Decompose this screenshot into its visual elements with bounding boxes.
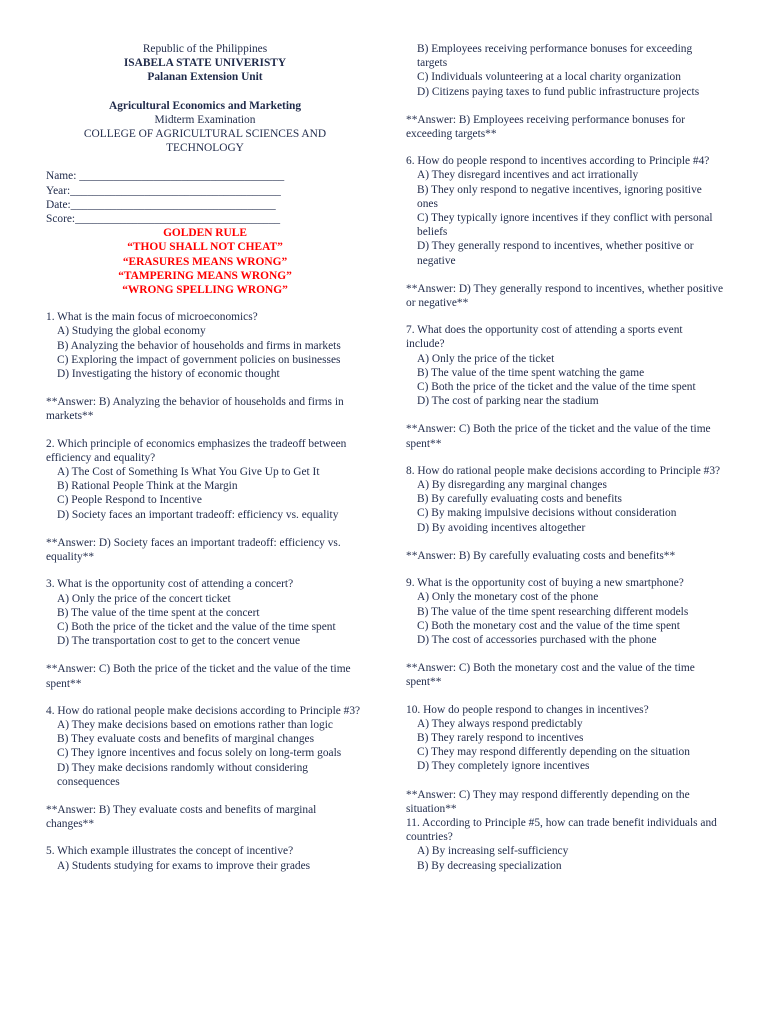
question-11 bbox=[406, 816, 724, 873]
answer-text: **Answer: B) Employees receiving performance bonuses for exceeding targets** bbox=[406, 113, 685, 141]
option-c: C) Both the monetary cost and the value of the time spent bbox=[417, 619, 680, 632]
answer-text: **Answer: B) By carefully evaluating costs and benefits** bbox=[406, 549, 676, 562]
option-d: D) The cost of parking near the stadium bbox=[417, 395, 599, 408]
golden-rule-line: “WRONG SPELLING WRONG” bbox=[122, 284, 288, 297]
option-c: C) Individuals volunteering at a local charity organization bbox=[417, 71, 681, 84]
option-b: B) Rational People Think at the Margin bbox=[57, 480, 238, 493]
option-c: C) Both the price of the ticket and the value of the time spent bbox=[57, 620, 336, 633]
option-c: C) They may respond differently depending on the situation bbox=[417, 746, 690, 759]
name-field[interactable]: Name: ____________________________________ bbox=[46, 170, 285, 183]
option-c: C) Exploring the impact of government policies on businesses bbox=[57, 353, 341, 366]
option-b: B) Employees receiving performance bonuses for exceeding targets bbox=[417, 43, 693, 70]
answer-text: **Answer: C) They may respond differently depending on the situation** bbox=[406, 788, 690, 815]
option-a: A) By increasing self-sufficiency bbox=[417, 845, 569, 858]
golden-rule-line: “THOU SHALL NOT CHEAT” bbox=[127, 241, 283, 254]
date-field[interactable]: Date:____________________________________ bbox=[46, 198, 276, 211]
option-b: B) They rarely respond to incentives bbox=[417, 731, 584, 744]
option-a: A) Studying the global economy bbox=[57, 325, 206, 338]
right-column bbox=[406, 42, 724, 873]
subject-title: Agricultural Economics and Marketing bbox=[108, 99, 302, 112]
option-c: C) They typically ignore incentives if they conflict with personal beliefs bbox=[417, 212, 713, 239]
option-d: D) The transportation cost to get to the concert venue bbox=[57, 635, 301, 648]
option-d: D) By avoiding incentives altogether bbox=[417, 521, 586, 534]
question-text: 5. Which example illustrates the concept of incentive? bbox=[46, 845, 294, 858]
answer-text: **Answer: C) Both the monetary cost and the value of the time spent** bbox=[406, 662, 695, 689]
exam-type: Midterm Examination bbox=[154, 113, 256, 126]
republic-line: Republic of the Philippines bbox=[142, 43, 268, 55]
option-d: D) Citizens paying taxes to fund public infrastructure projects bbox=[417, 85, 700, 98]
answer-text: **Answer: B) Analyzing the behavior of households and firms in markets** bbox=[46, 396, 344, 423]
question-1 bbox=[46, 310, 364, 423]
question-text: 11. According to Principle #5, how can trade benefit individuals and countries? bbox=[406, 816, 717, 844]
university-name: ISABELA STATE UNIVERISTY bbox=[123, 57, 287, 70]
option-b: B) Analyzing the behavior of households and firms in markets bbox=[57, 339, 341, 352]
option-d: D) Society faces an important tradeoff: efficiency vs. equality bbox=[57, 508, 339, 521]
question-text: 8. How do rational people make decisions according to Principle #3? bbox=[406, 464, 721, 477]
college-name: COLLEGE OF AGRICULTURAL SCIENCES AND TECHNOLOGY bbox=[83, 128, 327, 155]
question-5-continued bbox=[406, 42, 724, 141]
question-10 bbox=[406, 703, 724, 816]
question-text: 3. What is the opportunity cost of attending a concert? bbox=[46, 578, 294, 591]
student-info-fields bbox=[46, 169, 364, 226]
extension-unit: Palanan Extension Unit bbox=[147, 71, 263, 84]
question-text: 2. Which principle of economics emphasizes the tradeoff between efficiency and equality? bbox=[46, 437, 347, 464]
question-5 bbox=[46, 844, 364, 872]
answer-text: **Answer: C) Both the price of the ticket and the value of the time spent** bbox=[406, 423, 711, 450]
question-text: 10. How do people respond to changes in incentives? bbox=[406, 703, 649, 716]
golden-rule bbox=[46, 226, 364, 297]
option-a: A) Students studying for exams to improve their grades bbox=[57, 859, 311, 872]
answer-text: **Answer: B) They evaluate costs and benefits of marginal changes** bbox=[46, 803, 317, 831]
option-d: D) They completely ignore incentives bbox=[417, 760, 590, 773]
question-7 bbox=[406, 323, 724, 451]
exam-header bbox=[46, 42, 364, 155]
option-d: D) The cost of accessories purchased with the phone bbox=[417, 633, 657, 646]
option-a: A) Only the price of the ticket bbox=[417, 352, 555, 365]
option-c: C) They ignore incentives and focus solely on long-term goals bbox=[57, 747, 342, 760]
option-b: B) The value of the time spent at the concert bbox=[57, 606, 260, 619]
option-d: D) They generally respond to incentives, whether positive or negative bbox=[417, 240, 694, 267]
option-a: A) Only the price of the concert ticket bbox=[57, 592, 231, 605]
question-8 bbox=[406, 464, 724, 563]
question-3 bbox=[46, 577, 364, 690]
question-2 bbox=[46, 437, 364, 565]
option-a: A) They disregard incentives and act irrationally bbox=[417, 169, 639, 182]
option-a: A) They always respond predictably bbox=[417, 717, 583, 730]
golden-rule-line: “TAMPERING MEANS WRONG” bbox=[118, 269, 292, 282]
question-text: 1. What is the main focus of microeconomics? bbox=[46, 311, 258, 324]
question-9 bbox=[406, 576, 724, 689]
option-a: A) The Cost of Something Is What You Give Up to Get It bbox=[57, 466, 320, 479]
year-field[interactable]: Year:_____________________________________ bbox=[46, 184, 281, 197]
option-a: A) Only the monetary cost of the phone bbox=[417, 591, 599, 604]
question-text: 4. How do rational people make decisions according to Principle #3? bbox=[46, 704, 361, 717]
option-a: A) They make decisions based on emotions rather than logic bbox=[57, 718, 333, 731]
option-b: B) They evaluate costs and benefits of marginal changes bbox=[57, 733, 315, 746]
score-field[interactable]: Score:____________________________________ bbox=[46, 213, 281, 226]
answer-text: **Answer: C) Both the price of the ticket and the value of the time spent** bbox=[46, 663, 351, 690]
option-d: D) They make decisions randomly without considering consequences bbox=[57, 761, 308, 788]
answer-text: **Answer: D) Society faces an important tradeoff: efficiency vs. equality** bbox=[46, 536, 341, 564]
golden-rule-line: “ERASURES MEANS WRONG” bbox=[122, 255, 288, 268]
question-4 bbox=[46, 704, 364, 832]
option-c: C) Both the price of the ticket and the value of the time spent bbox=[417, 381, 696, 394]
question-text: 7. What does the opportunity cost of attending a sports event include? bbox=[406, 324, 683, 351]
question-6 bbox=[406, 154, 724, 310]
option-a: A) By disregarding any marginal changes bbox=[417, 479, 607, 492]
option-b: B) The value of the time spent watching the game bbox=[417, 366, 645, 379]
left-column bbox=[46, 42, 364, 873]
option-b: B) The value of the time spent researching different models bbox=[417, 605, 689, 618]
answer-text: **Answer: D) They generally respond to incentives, whether positive or negative** bbox=[406, 282, 724, 310]
golden-rule-title: GOLDEN RULE bbox=[163, 227, 247, 240]
question-text: 6. How do people respond to incentives according to Principle #4? bbox=[406, 155, 710, 168]
option-b: B) By decreasing specialization bbox=[417, 859, 562, 872]
option-c: C) People Respond to Incentive bbox=[57, 494, 202, 507]
option-c: C) By making impulsive decisions without consideration bbox=[417, 507, 677, 520]
option-d: D) Investigating the history of economic thought bbox=[57, 368, 280, 381]
question-text: 9. What is the opportunity cost of buying a new smartphone? bbox=[406, 577, 684, 590]
option-b: B) By carefully evaluating costs and benefits bbox=[417, 493, 622, 506]
option-b: B) They only respond to negative incentives, ignoring positive ones bbox=[417, 183, 702, 210]
